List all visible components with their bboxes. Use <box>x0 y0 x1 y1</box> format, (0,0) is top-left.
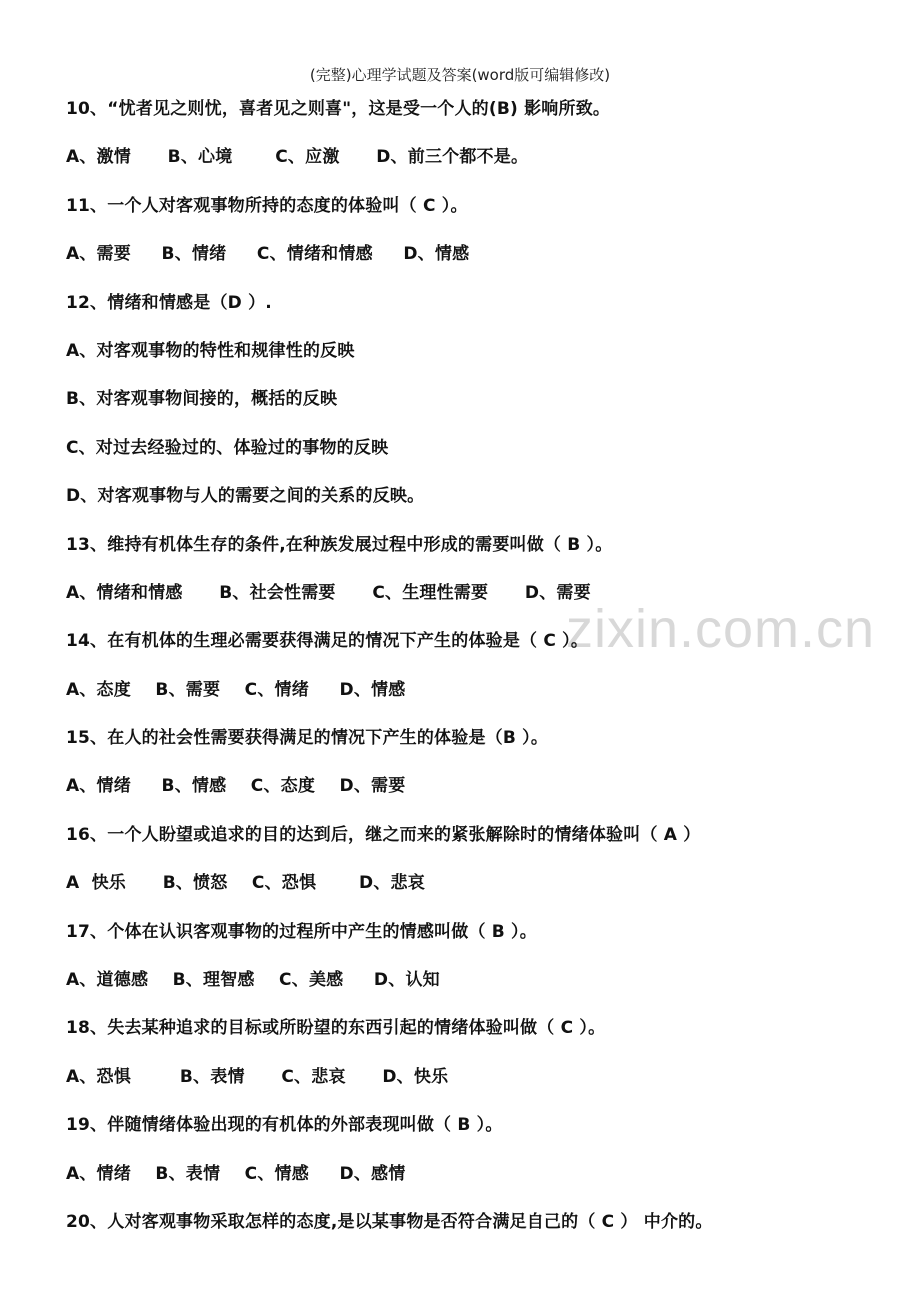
options-19: A、情绪 B、表情 C、情感 D、感情 <box>66 1163 406 1184</box>
question-list <box>66 97 886 1258</box>
options-13: A、情绪和情感 B、社会性需要 C、生理性需要 D、需要 <box>66 582 591 603</box>
options-14: A、态度 B、需要 C、情绪 D、情感 <box>66 679 406 700</box>
question-20: 20、人对客观事物采取怎样的态度,是以某事物是否符合满足自己的（ C ） 中介的。 <box>66 1211 713 1232</box>
question-18: 18、失去某种追求的目标或所盼望的东西引起的情绪体验叫做（ C ）。 <box>66 1018 606 1039</box>
question-15: 15、在人的社会性需要获得满足的情况下产生的体验是（B ）。 <box>66 728 549 749</box>
question-10: 10、“忧者见之则忧，喜者见之则喜"，这是受一个人的(B) 影响所致。 <box>66 99 611 119</box>
document-header: (完整)心理学试题及答案(word版可编辑修改) <box>309 66 611 84</box>
question-14: 14、在有机体的生理必需要获得满足的情况下产生的体验是（ C ）。 <box>66 631 589 652</box>
options-18: A、恐惧 B、表情 C、悲哀 D、快乐 <box>66 1066 449 1087</box>
question-16: 16、一个人盼望或追求的目的达到后，继之而来的紧张解除时的情绪体验叫（ A ） <box>66 824 701 845</box>
question-11: 11、一个人对客观事物所持的态度的体验叫（ C ）。 <box>66 195 468 216</box>
options-11: A、需要 B、情绪 C、情绪和情感 D、情感 <box>66 244 470 265</box>
options-15: A、情绪 B、情感 C、态度 D、需要 <box>66 776 406 797</box>
option-12-a: A、对客观事物的特性和规律性的反映 <box>66 340 355 361</box>
option-12-c: C、对过去经验过的、体验过的事物的反映 <box>66 437 389 458</box>
option-12-d: D、对客观事物与人的需要之间的关系的反映。 <box>66 486 425 507</box>
option-12-b: B、对客观事物间接的，概括的反映 <box>66 389 338 410</box>
options-16: A 快乐 B、愤怒 C、恐惧 D、悲哀 <box>66 873 425 894</box>
question-13: 13、维持有机体生存的条件,在种族发展过程中形成的需要叫做（ B ）。 <box>66 534 613 555</box>
question-12: 12、情绪和情感是（D ）. <box>66 292 272 313</box>
options-10: A、激情 B、心境 C、应激 D、前三个都不是。 <box>66 147 529 168</box>
options-17: A、道德感 B、理智感 C、美感 D、认知 <box>66 970 440 991</box>
question-19: 19、伴随情绪体验出现的有机体的外部表现叫做（ B ）。 <box>66 1115 503 1136</box>
watermark: zixin.com.cn <box>566 599 876 659</box>
question-17: 17、个体在认识客观事物的过程所中产生的情感叫做（ B ）。 <box>66 921 537 942</box>
